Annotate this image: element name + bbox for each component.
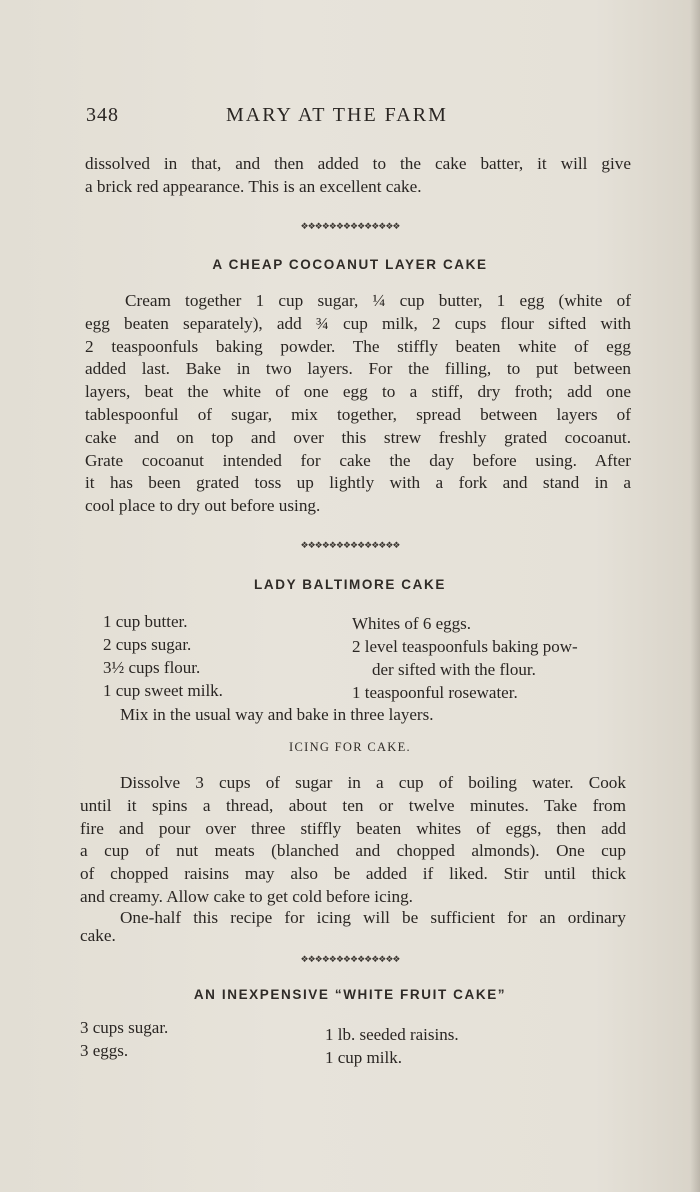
recipe-heading: A CHEAP COCOANUT LAYER CAKE: [212, 257, 488, 272]
recipe-paragraph: [85, 290, 631, 518]
text-line: and creamy. Allow cake to get cold before icing.: [80, 886, 413, 906]
ingredient-list-left: [80, 1016, 168, 1062]
ornament-divider: ❖❖❖❖❖❖❖❖❖❖❖❖❖❖: [300, 541, 400, 551]
text-line: a cup of nut meats (blanched and chopped almonds). One cup: [80, 841, 626, 861]
ingredient: 1 teaspoonful rosewater.: [352, 683, 518, 702]
text-line: cake.: [80, 926, 116, 945]
ornament-divider: ❖❖❖❖❖❖❖❖❖❖❖❖❖❖: [300, 955, 400, 965]
text-line: 2 teaspoonfuls baking powder. The stiffly beaten white of egg: [85, 336, 631, 356]
text-line: until it spins a thread, about ten or twelve minutes. Take from: [80, 795, 626, 815]
ingredient: 1 lb. seeded raisins.: [325, 1025, 459, 1044]
text-line: Cream together 1 cup sugar, ¼ cup butter, 1 egg (white of: [125, 291, 631, 310]
ingredient: Whites of 6 eggs.: [352, 614, 471, 633]
ingredient: 1 cup sweet milk.: [103, 681, 223, 700]
ingredient-list-left: [103, 610, 223, 702]
text-line: layers, beat the white of one egg to a stiff, dry froth; add one: [85, 382, 631, 402]
recipe-heading: LADY BALTIMORE CAKE: [254, 577, 446, 592]
text-line: Dissolve 3 cups of sugar in a cup of boiling water. Cook: [120, 773, 626, 792]
text-line: it has been grated toss up lightly with a fork and stand in a: [85, 473, 631, 493]
intro-paragraph: [85, 153, 631, 199]
text-line: added last. Bake in two layers. For the filling, to put between: [85, 359, 631, 379]
icing-paragraph: [80, 772, 626, 909]
page-number: 348: [86, 104, 119, 126]
text-line: fire and pour over three stiffly beaten whites of eggs, then add: [80, 818, 626, 838]
note-paragraph: [80, 909, 626, 945]
text-line: cool place to dry out before using.: [85, 496, 321, 516]
ingredient: 2 level teaspoonfuls baking pow-: [352, 637, 578, 656]
recipe-heading: AN INEXPENSIVE “WHITE FRUIT CAKE”: [193, 987, 507, 1002]
ingredient: 3½ cups flour.: [103, 658, 201, 677]
text-line: egg beaten separately), add ¾ cup milk, 2 cups flour sifted with: [85, 313, 631, 333]
ingredient: 1 cup milk.: [325, 1048, 402, 1067]
method-line: Mix in the usual way and bake in three layers.: [120, 705, 434, 724]
text-line: One-half this recipe for icing will be sufficient for an ordinary: [120, 908, 626, 927]
text-line: of chopped raisins may also be added if liked. Stir until thick: [80, 864, 626, 884]
text-line: cake and on top and over this strew freshly grated cocoanut.: [85, 427, 631, 447]
text-line: Grate cocoanut intended for cake the day before using. After: [85, 450, 631, 470]
text-line: dissolved in that, and then added to the cake batter, it will give: [85, 154, 631, 173]
ingredient: 3 cups sugar.: [80, 1018, 169, 1037]
text-line: a brick red appearance. This is an excellent cake.: [85, 176, 422, 196]
ingredient-list-right: [325, 1023, 459, 1069]
ingredient: 1 cup butter.: [103, 612, 188, 631]
ingredient: 3 eggs.: [80, 1041, 129, 1060]
book-title: MARY AT THE FARM: [226, 104, 448, 126]
text-line: tablespoonful of sugar, mix together, spread between layers of: [85, 404, 631, 424]
ornament-divider: ❖❖❖❖❖❖❖❖❖❖❖❖❖❖: [300, 222, 400, 232]
ingredient-list-right: [352, 612, 578, 704]
page-edge-shadow: [690, 0, 700, 1192]
ingredient: der sifted with the flour.: [372, 660, 536, 679]
ingredient: 2 cups sugar.: [103, 635, 192, 654]
icing-subheading: ICING FOR CAKE.: [289, 740, 411, 754]
